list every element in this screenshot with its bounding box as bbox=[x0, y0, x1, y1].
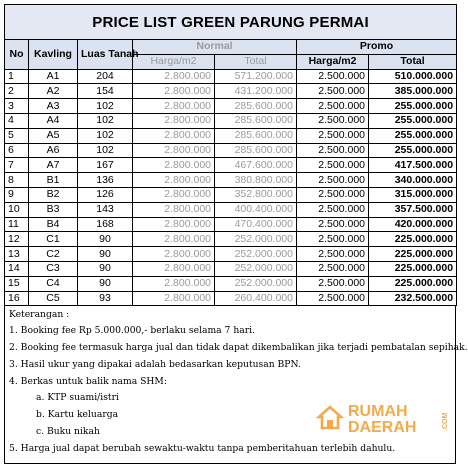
cell-normal-harga: 2.800.000 bbox=[133, 113, 215, 128]
cell-promo-total: 417.500.000 bbox=[369, 158, 457, 173]
cell-normal-harga: 2.800.000 bbox=[133, 143, 215, 158]
cell-normal-harga: 2.800.000 bbox=[133, 232, 215, 247]
cell-normal-total: 380.800.000 bbox=[215, 173, 297, 188]
note-subitem: c. Buku nikah bbox=[36, 426, 100, 438]
cell-normal-total: 252.000.000 bbox=[215, 276, 297, 291]
cell-kavling: C1 bbox=[29, 232, 78, 247]
cell-promo-harga: 2.500.000 bbox=[297, 291, 369, 306]
cell-luas-tanah: 90 bbox=[78, 261, 133, 276]
cell-promo-harga: 2.500.000 bbox=[297, 187, 369, 202]
cell-kavling: A5 bbox=[29, 128, 78, 143]
price-rows bbox=[5, 69, 457, 306]
note-item: 1. Booking fee Rp 5.000.000,- berlaku selama 7 hari. bbox=[9, 325, 255, 337]
cell-normal-harga: 2.800.000 bbox=[133, 187, 215, 202]
cell-promo-total: 255.000.000 bbox=[369, 113, 457, 128]
cell-kavling: B1 bbox=[29, 173, 78, 188]
note-item: 5. Harga jual dapat berubah sewaktu-waktu tanpa pemberitahuan terlebih dahulu. bbox=[9, 443, 396, 455]
table-row bbox=[5, 69, 457, 84]
cell-promo-total: 255.000.000 bbox=[369, 99, 457, 114]
cell-luas-tanah: 204 bbox=[78, 69, 133, 84]
cell-no: 5 bbox=[5, 128, 29, 143]
cell-luas-tanah: 168 bbox=[78, 217, 133, 232]
cell-no: 7 bbox=[5, 158, 29, 173]
cell-normal-total: 285.600.000 bbox=[215, 143, 297, 158]
note-subitem: a. KTP suami/istri bbox=[36, 392, 119, 404]
cell-no: 16 bbox=[5, 291, 29, 306]
header-luas-tanah: Luas Tanah bbox=[78, 40, 133, 70]
table-row bbox=[5, 217, 457, 232]
cell-luas-tanah: 154 bbox=[78, 84, 133, 99]
page-title: PRICE LIST GREEN PARUNG PERMAI bbox=[5, 5, 457, 40]
cell-luas-tanah: 136 bbox=[78, 173, 133, 188]
cell-normal-harga: 2.800.000 bbox=[133, 158, 215, 173]
table-row bbox=[5, 291, 457, 306]
cell-promo-total: 385.000.000 bbox=[369, 84, 457, 99]
cell-promo-total: 225.000.000 bbox=[369, 247, 457, 262]
watermark-line1: RUMAH bbox=[348, 403, 408, 420]
cell-kavling: A1 bbox=[29, 69, 78, 84]
cell-normal-harga: 2.800.000 bbox=[133, 247, 215, 262]
cell-normal-harga: 2.800.000 bbox=[133, 84, 215, 99]
cell-kavling: A3 bbox=[29, 99, 78, 114]
table-row bbox=[5, 84, 457, 99]
cell-normal-total: 352.800.000 bbox=[215, 187, 297, 202]
cell-promo-total: 255.000.000 bbox=[369, 143, 457, 158]
cell-kavling: C5 bbox=[29, 291, 78, 306]
watermark-line2: DAERAH bbox=[348, 419, 417, 436]
cell-luas-tanah: 102 bbox=[78, 128, 133, 143]
cell-no: 10 bbox=[5, 202, 29, 217]
cell-no: 6 bbox=[5, 143, 29, 158]
cell-promo-harga: 2.500.000 bbox=[297, 158, 369, 173]
cell-normal-total: 285.600.000 bbox=[215, 113, 297, 128]
header-promo: Promo bbox=[297, 40, 457, 55]
cell-promo-harga: 2.500.000 bbox=[297, 69, 369, 84]
header-normal-harga: Harga/m2 bbox=[133, 54, 215, 69]
watermark-suffix: .COM bbox=[442, 412, 449, 431]
cell-promo-harga: 2.500.000 bbox=[297, 261, 369, 276]
cell-kavling: A7 bbox=[29, 158, 78, 173]
cell-promo-total: 255.000.000 bbox=[369, 128, 457, 143]
cell-kavling: C4 bbox=[29, 276, 78, 291]
table-row bbox=[5, 232, 457, 247]
cell-promo-total: 232.500.000 bbox=[369, 291, 457, 306]
cell-kavling: C3 bbox=[29, 261, 78, 276]
table-row bbox=[5, 143, 457, 158]
cell-kavling: A4 bbox=[29, 113, 78, 128]
cell-luas-tanah: 90 bbox=[78, 247, 133, 262]
cell-normal-total: 285.600.000 bbox=[215, 128, 297, 143]
cell-no: 15 bbox=[5, 276, 29, 291]
cell-no: 2 bbox=[5, 84, 29, 99]
cell-kavling: C2 bbox=[29, 247, 78, 262]
cell-luas-tanah: 143 bbox=[78, 202, 133, 217]
notes-heading: Keterangan : bbox=[9, 309, 70, 321]
cell-normal-harga: 2.800.000 bbox=[133, 69, 215, 84]
cell-no: 1 bbox=[5, 69, 29, 84]
cell-no: 11 bbox=[5, 217, 29, 232]
header-no: No bbox=[5, 40, 29, 70]
table-row bbox=[5, 276, 457, 291]
cell-normal-harga: 2.800.000 bbox=[133, 217, 215, 232]
cell-no: 13 bbox=[5, 247, 29, 262]
cell-promo-harga: 2.500.000 bbox=[297, 173, 369, 188]
cell-normal-harga: 2.800.000 bbox=[133, 99, 215, 114]
cell-luas-tanah: 102 bbox=[78, 143, 133, 158]
cell-promo-harga: 2.500.000 bbox=[297, 217, 369, 232]
cell-normal-total: 252.000.000 bbox=[215, 261, 297, 276]
header-normal-total: Total bbox=[215, 54, 297, 69]
cell-luas-tanah: 102 bbox=[78, 113, 133, 128]
price-list-sheet bbox=[4, 4, 468, 464]
table-row bbox=[5, 187, 457, 202]
table-row bbox=[5, 128, 457, 143]
cell-no: 3 bbox=[5, 99, 29, 114]
cell-luas-tanah: 93 bbox=[78, 291, 133, 306]
table-row bbox=[5, 173, 457, 188]
cell-promo-total: 420.000.000 bbox=[369, 217, 457, 232]
table-row bbox=[5, 158, 457, 173]
cell-promo-harga: 2.500.000 bbox=[297, 113, 369, 128]
cell-normal-harga: 2.800.000 bbox=[133, 291, 215, 306]
cell-normal-total: 285.600.000 bbox=[215, 99, 297, 114]
cell-promo-total: 340.000.000 bbox=[369, 173, 457, 188]
cell-normal-total: 252.000.000 bbox=[215, 247, 297, 262]
cell-kavling: B3 bbox=[29, 202, 78, 217]
price-table bbox=[4, 4, 457, 306]
cell-no: 9 bbox=[5, 187, 29, 202]
rumah-daerah-watermark-logo bbox=[316, 397, 454, 437]
cell-normal-harga: 2.800.000 bbox=[133, 261, 215, 276]
table-row bbox=[5, 99, 457, 114]
cell-normal-total: 467.600.000 bbox=[215, 158, 297, 173]
cell-promo-total: 225.000.000 bbox=[369, 232, 457, 247]
table-row bbox=[5, 261, 457, 276]
cell-promo-harga: 2.500.000 bbox=[297, 143, 369, 158]
note-subitem: b. Kartu keluarga bbox=[36, 409, 119, 421]
cell-promo-total: 225.000.000 bbox=[369, 276, 457, 291]
cell-normal-total: 252.000.000 bbox=[215, 232, 297, 247]
cell-luas-tanah: 167 bbox=[78, 158, 133, 173]
cell-promo-total: 225.000.000 bbox=[369, 261, 457, 276]
note-item: 2. Booking fee termasuk harga jual dan tidak dapat dikembalikan jika terjadi pembatalan sepihak. bbox=[9, 342, 468, 354]
cell-luas-tanah: 90 bbox=[78, 232, 133, 247]
table-row bbox=[5, 247, 457, 262]
cell-kavling: A6 bbox=[29, 143, 78, 158]
cell-promo-harga: 2.500.000 bbox=[297, 128, 369, 143]
cell-luas-tanah: 90 bbox=[78, 276, 133, 291]
cell-normal-total: 431.200.000 bbox=[215, 84, 297, 99]
cell-no: 14 bbox=[5, 261, 29, 276]
header-normal: Normal bbox=[133, 40, 297, 55]
cell-normal-total: 571.200.000 bbox=[215, 69, 297, 84]
cell-no: 8 bbox=[5, 173, 29, 188]
cell-normal-total: 470.400.000 bbox=[215, 217, 297, 232]
cell-promo-harga: 2.500.000 bbox=[297, 276, 369, 291]
cell-promo-harga: 2.500.000 bbox=[297, 202, 369, 217]
cell-normal-harga: 2.800.000 bbox=[133, 128, 215, 143]
cell-normal-total: 400.400.000 bbox=[215, 202, 297, 217]
note-item: 4. Berkas untuk balik nama SHM: bbox=[9, 376, 167, 388]
cell-normal-harga: 2.800.000 bbox=[133, 202, 215, 217]
cell-luas-tanah: 126 bbox=[78, 187, 133, 202]
cell-promo-harga: 2.500.000 bbox=[297, 247, 369, 262]
note-item: 3. Hasil ukur yang dipakai adalah bedasarkan keputusan BPN. bbox=[9, 359, 301, 371]
header-kavling: Kavling bbox=[29, 40, 78, 70]
cell-normal-harga: 2.800.000 bbox=[133, 173, 215, 188]
header-promo-harga: Harga/m2 bbox=[297, 54, 369, 69]
cell-promo-harga: 2.500.000 bbox=[297, 232, 369, 247]
cell-kavling: A2 bbox=[29, 84, 78, 99]
cell-no: 4 bbox=[5, 113, 29, 128]
cell-kavling: B2 bbox=[29, 187, 78, 202]
cell-promo-total: 357.500.000 bbox=[369, 202, 457, 217]
cell-promo-total: 315.000.000 bbox=[369, 187, 457, 202]
table-row bbox=[5, 113, 457, 128]
cell-promo-harga: 2.500.000 bbox=[297, 99, 369, 114]
cell-normal-total: 260.400.000 bbox=[215, 291, 297, 306]
cell-normal-harga: 2.800.000 bbox=[133, 276, 215, 291]
notes-box bbox=[4, 306, 468, 464]
cell-kavling: B4 bbox=[29, 217, 78, 232]
header-promo-total: Total bbox=[369, 54, 457, 69]
table-row bbox=[5, 202, 457, 217]
cell-no: 12 bbox=[5, 232, 29, 247]
cell-promo-harga: 2.500.000 bbox=[297, 84, 369, 99]
cell-luas-tanah: 102 bbox=[78, 99, 133, 114]
cell-promo-total: 510.000.000 bbox=[369, 69, 457, 84]
